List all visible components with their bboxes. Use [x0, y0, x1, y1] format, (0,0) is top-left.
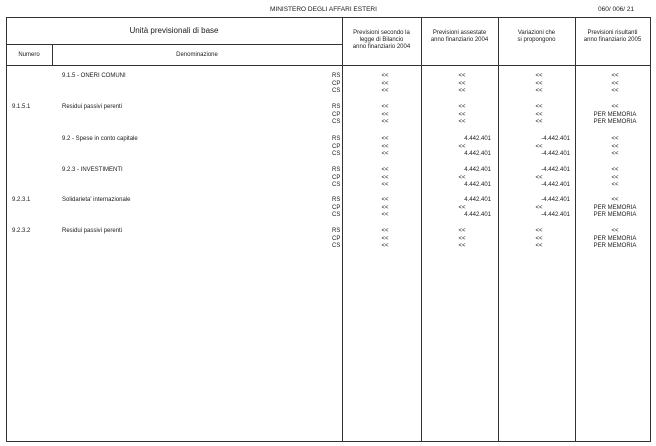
cell-variazioni: << [535, 104, 543, 110]
col-divider-prev-assestate [421, 17, 422, 442]
cell-bilancio: << [381, 174, 389, 181]
cell-risultanti: PER MEMORIA [593, 119, 637, 125]
row-code: CS [332, 88, 341, 94]
row-code: RS [332, 104, 341, 110]
row-code: CS [332, 151, 341, 157]
table-left-border [6, 17, 7, 442]
col-header-variazioni: Variazioni che si propongono [517, 30, 556, 43]
cell-bilancio: << [381, 212, 389, 218]
col-divider-prev-bilancio [342, 17, 343, 442]
document-header-title: MINISTERO DEGLI AFFARI ESTERI [270, 6, 377, 13]
cell-risultanti: << [611, 174, 619, 181]
cell-bilancio: << [381, 197, 389, 203]
col-header-prev-assestate: Previsioni assestate anno finanziario 2004 [430, 30, 489, 43]
row-code: CP [332, 235, 341, 242]
row-code: CP [332, 111, 341, 118]
cell-risultanti: << [611, 228, 619, 234]
row-numero: 9.2.3.2 [12, 228, 31, 234]
cell-bilancio: << [381, 243, 389, 249]
row-code: RS [332, 197, 341, 203]
row-code: CP [332, 204, 341, 211]
table-right-border [650, 17, 651, 442]
row-code: CP [332, 80, 341, 87]
cell-assestate: << [458, 235, 466, 242]
cell-assestate: << [458, 104, 466, 110]
cell-bilancio: << [381, 111, 389, 118]
cell-variazioni: -4.442.401 [541, 182, 570, 188]
cell-variazioni: -4.442.401 [541, 197, 570, 203]
cell-variazioni: << [535, 73, 543, 79]
row-denominazione: 9.1.5 - ONERI COMUNI [62, 73, 126, 79]
row-denominazione: Residui passivi perenti [62, 228, 123, 234]
row-code: CS [332, 182, 341, 188]
row-code: CP [332, 174, 341, 181]
cell-bilancio: << [381, 143, 389, 150]
cell-assestate: << [458, 204, 466, 211]
table-bottom-border [6, 441, 650, 442]
col-header-prev-bilancio: Previsioni secondo la legge di Bilancio anno finanziario 2004 [352, 30, 411, 50]
cell-variazioni: << [535, 111, 543, 118]
cell-risultanti: PER MEMORIA [593, 204, 637, 211]
cell-variazioni: -4.442.401 [541, 167, 570, 173]
cell-bilancio: << [381, 182, 389, 188]
cell-risultanti: << [611, 151, 619, 157]
row-numero: 9.1.5.1 [12, 104, 31, 110]
cell-assestate: 4.442.401 [464, 136, 491, 142]
cell-variazioni: << [535, 235, 543, 242]
cell-bilancio: << [381, 88, 389, 94]
col-header-prev-risultanti: Previsioni risultanti anno finanziario 2005 [583, 30, 642, 43]
cell-bilancio: << [381, 204, 389, 211]
cell-bilancio: << [381, 167, 389, 173]
cell-risultanti: << [611, 80, 619, 87]
row-code: RS [332, 228, 341, 234]
cell-assestate: << [458, 88, 466, 94]
cell-risultanti: << [611, 104, 619, 110]
row-numero: 9.2.3.1 [12, 197, 31, 203]
col-header-numero: Numero [18, 52, 40, 58]
cell-risultanti: PER MEMORIA [593, 235, 637, 242]
group-header-divider [6, 44, 342, 45]
cell-variazioni: << [535, 204, 543, 211]
cell-risultanti: << [611, 143, 619, 150]
cell-risultanti: PER MEMORIA [593, 243, 637, 249]
cell-risultanti: << [611, 167, 619, 173]
row-code: RS [332, 167, 341, 173]
row-denominazione: Solidarieta' internazionale [62, 197, 131, 203]
cell-assestate: << [458, 119, 466, 125]
cell-bilancio: << [381, 136, 389, 142]
cell-assestate: 4.442.401 [464, 197, 491, 203]
cell-bilancio: << [381, 235, 389, 242]
cell-bilancio: << [381, 228, 389, 234]
col-divider-prev-risultanti [575, 17, 576, 442]
cell-risultanti: << [611, 197, 619, 203]
row-code: CS [332, 212, 341, 218]
row-denominazione: Residui passivi perenti [62, 104, 123, 110]
cell-variazioni: << [535, 88, 543, 94]
row-denominazione: 9.2 - Spese in conto capitale [62, 136, 138, 142]
col-header-denominazione: Denominazione [176, 52, 218, 58]
row-code: CS [332, 243, 341, 249]
cell-bilancio: << [381, 151, 389, 157]
row-denominazione: 9.2.3 - INVESTIMENTI [62, 167, 123, 173]
cell-assestate: << [458, 111, 466, 118]
cell-assestate: << [458, 80, 466, 87]
cell-assestate: << [458, 228, 466, 234]
page-number: 060/ 006/ 21 [598, 6, 635, 13]
group-header-unita: Unità previsionali di base [129, 26, 219, 35]
cell-risultanti: << [611, 88, 619, 94]
cell-variazioni: -4.442.401 [541, 212, 570, 218]
cell-risultanti: PER MEMORIA [593, 212, 637, 218]
table-header-bottom [6, 65, 650, 66]
cell-risultanti: << [611, 136, 619, 142]
cell-bilancio: << [381, 104, 389, 110]
cell-assestate: 4.442.401 [464, 167, 491, 173]
row-code: CP [332, 143, 341, 150]
cell-risultanti: << [611, 182, 619, 188]
cell-bilancio: << [381, 73, 389, 79]
cell-variazioni: << [535, 174, 543, 181]
cell-variazioni: << [535, 143, 543, 150]
cell-assestate: << [458, 174, 466, 181]
cell-assestate: 4.442.401 [464, 182, 491, 188]
cell-assestate: << [458, 143, 466, 150]
cell-risultanti: PER MEMORIA [593, 111, 637, 118]
cell-assestate: 4.442.401 [464, 212, 491, 218]
cell-assestate: 4.442.401 [464, 151, 491, 157]
cell-assestate: << [458, 73, 466, 79]
row-code: RS [332, 73, 341, 79]
cell-variazioni: << [535, 243, 543, 249]
cell-assestate: << [458, 243, 466, 249]
cell-risultanti: << [611, 73, 619, 79]
cell-variazioni: -4.442.401 [541, 151, 570, 157]
cell-bilancio: << [381, 119, 389, 125]
cell-bilancio: << [381, 80, 389, 87]
row-code: RS [332, 136, 341, 142]
cell-variazioni: << [535, 228, 543, 234]
cell-variazioni: -4.442.401 [541, 136, 570, 142]
cell-variazioni: << [535, 80, 543, 87]
table-top-border [6, 17, 650, 18]
cell-variazioni: << [535, 119, 543, 125]
row-code: CS [332, 119, 341, 125]
col-divider-variazioni [498, 17, 499, 442]
